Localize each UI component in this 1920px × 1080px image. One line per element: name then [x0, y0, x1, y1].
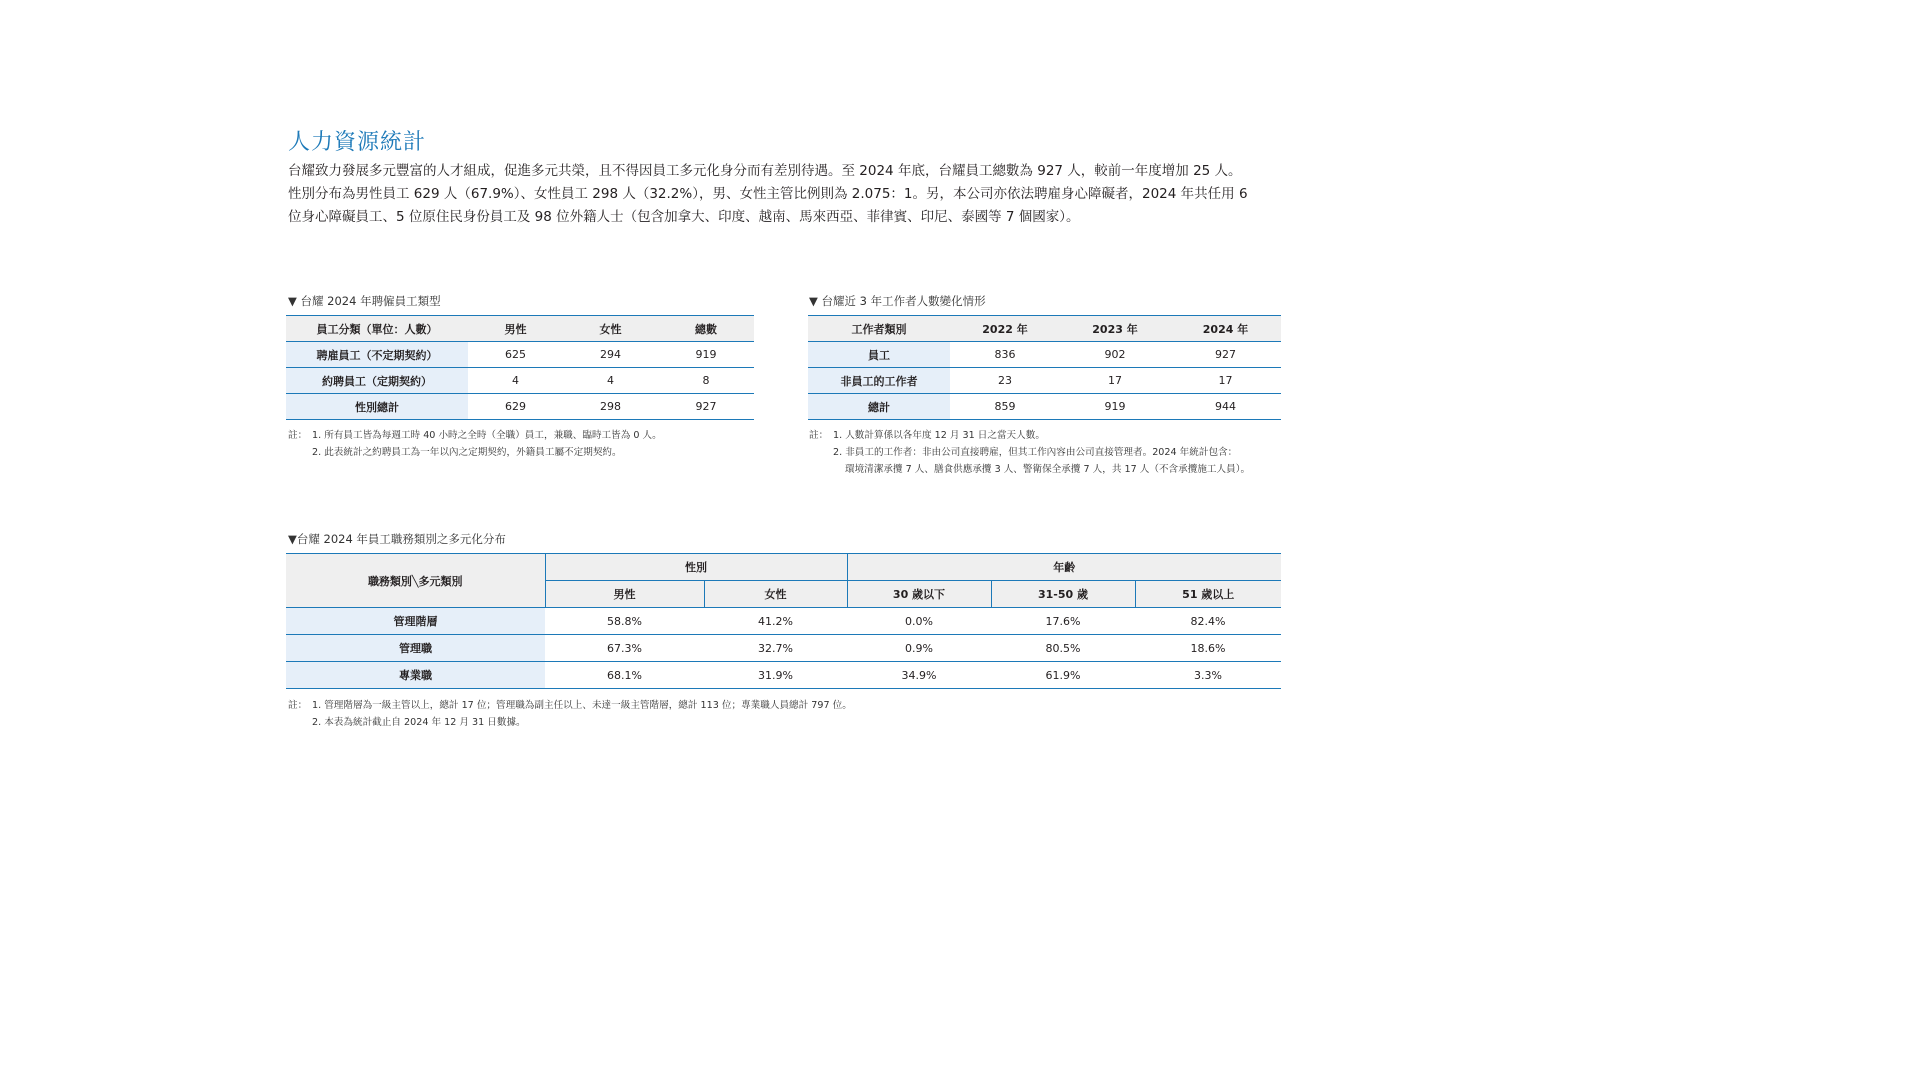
row-header: 約聘員工（定期契約） — [286, 368, 468, 394]
note-item: 2. 本表為統計截止自 2024 年 12 月 31 日數據。 — [312, 717, 526, 728]
page-title: 人力資源統計 — [288, 130, 427, 155]
row-header: 聘雇員工（不定期契約） — [286, 342, 468, 368]
group-header-age: 年齡 — [847, 554, 1281, 581]
notes-label: 註： — [288, 700, 308, 711]
column-header: 男性 — [545, 581, 704, 608]
table-cell: 82.4% — [1135, 608, 1281, 635]
table-row — [808, 342, 1281, 368]
table-cell: 17 — [1060, 368, 1170, 394]
table-cell: 8 — [658, 368, 754, 394]
table2-caption: ▼ 台耀近 3 年工作者人數變化情形 — [809, 294, 986, 308]
table-cell: 3.3% — [1135, 662, 1281, 689]
row-header: 專業職 — [286, 662, 545, 689]
column-header: 女性 — [704, 581, 847, 608]
intro-line: 性別分布為男性員工 629 人（67.9%）、女性員工 298 人（32.2%），男、女性主管比例則為 2.075：1。另，本公司亦依法聘雇身心障礙者，2024 年共任用 6 — [288, 186, 1248, 202]
table-row — [286, 635, 1281, 662]
column-header: 總數 — [658, 316, 754, 342]
table-header-row — [808, 316, 1281, 342]
column-header: 工作者類別 — [808, 316, 950, 342]
column-header: 女性 — [563, 316, 658, 342]
table-cell: 294 — [563, 342, 658, 368]
table-cell: 4 — [563, 368, 658, 394]
table-row — [808, 394, 1281, 420]
table1-caption: ▼ 台耀 2024 年聘僱員工類型 — [288, 294, 441, 308]
column-header: 員工分類（單位：人數） — [286, 316, 468, 342]
table-cell: 919 — [1060, 394, 1170, 420]
table-cell: 298 — [563, 394, 658, 420]
table-row — [286, 662, 1281, 689]
group-header-gender: 性別 — [545, 554, 847, 581]
notes-label: 註： — [288, 430, 308, 441]
note-item: 環境清潔承攬 7 人、膳食供應承攬 3 人、警衛保全承攬 7 人，共 17 人（不含承攬施工人員）。 — [845, 464, 1251, 475]
intro-paragraph — [288, 160, 1288, 229]
row-header: 管理階層 — [286, 608, 545, 635]
table-header-row — [286, 554, 1281, 581]
notes-label: 註： — [809, 430, 829, 441]
table3-notes — [288, 697, 852, 731]
table-cell: 919 — [658, 342, 754, 368]
table-cell: 68.1% — [545, 662, 704, 689]
table2-notes — [809, 427, 1250, 478]
table-cell: 17.6% — [991, 608, 1135, 635]
column-header: 31-50 歲 — [991, 581, 1135, 608]
row-header: 管理職 — [286, 635, 545, 662]
table-row — [286, 368, 754, 394]
employment-type-table — [286, 315, 754, 420]
diversity-distribution-table — [286, 553, 1281, 689]
column-header: 30 歲以下 — [847, 581, 991, 608]
note-item: 1. 管理階層為一級主管以上，總計 17 位；管理職為副主任以上、未達一級主管階層，總計 113 位；專業職人員總計 797 位。 — [312, 700, 852, 711]
row-header: 性別總計 — [286, 394, 468, 420]
table-row — [808, 368, 1281, 394]
worker-count-table — [808, 315, 1281, 420]
table-cell: 836 — [950, 342, 1060, 368]
table1-notes — [288, 427, 662, 461]
table-cell: 927 — [1170, 342, 1281, 368]
table-cell: 31.9% — [704, 662, 847, 689]
table-cell: 17 — [1170, 368, 1281, 394]
table-cell: 34.9% — [847, 662, 991, 689]
row-header: 非員工的工作者 — [808, 368, 950, 394]
table-cell: 67.3% — [545, 635, 704, 662]
table-cell: 927 — [658, 394, 754, 420]
table3-caption: ▼台耀 2024 年員工職務類別之多元化分布 — [288, 532, 506, 546]
column-header: 2023 年 — [1060, 316, 1170, 342]
table-row — [286, 394, 754, 420]
table-cell: 902 — [1060, 342, 1170, 368]
table-cell: 80.5% — [991, 635, 1135, 662]
column-header: 51 歲以上 — [1135, 581, 1281, 608]
table-cell: 23 — [950, 368, 1060, 394]
table-cell: 4 — [468, 368, 563, 394]
table-cell: 859 — [950, 394, 1060, 420]
table-cell: 58.8% — [545, 608, 704, 635]
intro-line: 位身心障礙員工、5 位原住民身份員工及 98 位外籍人士（包含加拿大、印度、越南、馬來西亞、菲律賓、印尼、泰國等 7 個國家）。 — [288, 209, 1080, 225]
table-cell: 0.9% — [847, 635, 991, 662]
table-cell: 629 — [468, 394, 563, 420]
column-header: 男性 — [468, 316, 563, 342]
column-header: 2024 年 — [1170, 316, 1281, 342]
table-cell: 32.7% — [704, 635, 847, 662]
row-header: 總計 — [808, 394, 950, 420]
corner-header: 職務類別╲多元類別 — [286, 554, 545, 608]
table-cell: 41.2% — [704, 608, 847, 635]
table-cell: 61.9% — [991, 662, 1135, 689]
table-cell: 944 — [1170, 394, 1281, 420]
row-header: 員工 — [808, 342, 950, 368]
table-row — [286, 342, 754, 368]
table-header-row — [286, 316, 754, 342]
intro-line: 台耀致力發展多元豐富的人才組成，促進多元共榮，且不得因員工多元化身分而有差別待遇。至 2024 年底，台耀員工總數為 927 人，較前一年度增加 25 人。 — [288, 163, 1242, 179]
table-cell: 18.6% — [1135, 635, 1281, 662]
table-cell: 625 — [468, 342, 563, 368]
table-row — [286, 608, 1281, 635]
note-item: 2. 非員工的工作者：非由公司直接聘雇，但其工作內容由公司直接管理者。2024 年統計包含： — [833, 447, 1238, 458]
note-item: 1. 人數計算係以各年度 12 月 31 日之當天人數。 — [833, 430, 1045, 441]
note-item: 1. 所有員工皆為每週工時 40 小時之全時（全職）員工，兼職、臨時工皆為 0 人。 — [312, 430, 662, 441]
table-cell: 0.0% — [847, 608, 991, 635]
column-header: 2022 年 — [950, 316, 1060, 342]
note-item: 2. 此表統計之約聘員工為一年以內之定期契約，外籍員工屬不定期契約。 — [312, 447, 622, 458]
